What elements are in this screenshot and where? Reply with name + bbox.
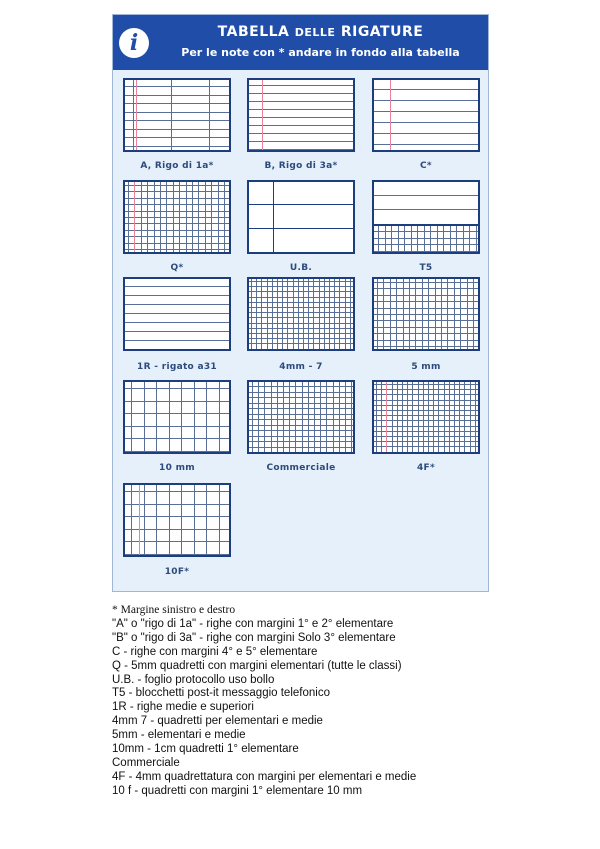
ruling-line	[403, 279, 404, 349]
ruling-line	[339, 382, 340, 452]
ruling-line	[277, 279, 278, 349]
ruling-line	[374, 436, 478, 437]
ruling-line	[302, 382, 303, 452]
sample-t5	[372, 180, 480, 254]
ruling-line	[125, 413, 229, 414]
ruling-line	[194, 485, 195, 555]
sample-5mm	[372, 277, 480, 351]
ruling-line	[469, 226, 470, 252]
ruling-line	[131, 382, 132, 452]
sample-caption: U.B.	[289, 263, 313, 273]
ruling-line	[211, 182, 212, 252]
sample-caption: A, Rigo di 1a*	[140, 161, 214, 171]
note-line: Commerciale	[112, 756, 180, 769]
ruling-line	[125, 388, 229, 389]
sample-rigo-1a	[123, 78, 231, 152]
ruling-line	[206, 485, 207, 555]
ruling-line	[144, 382, 145, 452]
ruling-line	[415, 279, 416, 349]
ruling-line	[160, 182, 161, 252]
ruling-line	[424, 226, 425, 252]
ruling-line	[350, 279, 351, 349]
note-line: "B" o "rigo di 3a" - righe con margini Solo 3° elementare	[112, 631, 396, 644]
ruling-line	[435, 279, 436, 349]
ruling-line	[381, 382, 382, 452]
ruling-line	[454, 382, 455, 452]
ruling-line	[131, 485, 132, 555]
ruling-line	[261, 279, 262, 349]
ruling-line	[249, 328, 353, 329]
ruling-line	[249, 117, 353, 118]
ruling-line	[249, 312, 353, 313]
sample-caption: T5	[419, 263, 433, 273]
ruling-line	[397, 382, 398, 452]
ruling-line	[249, 141, 353, 142]
ruling-line	[125, 129, 229, 130]
ruling-line	[374, 446, 478, 447]
ruling-line	[156, 485, 157, 555]
ruling-line	[125, 438, 229, 439]
title-word-tabella: TABELLA	[217, 24, 290, 40]
ruling-line	[125, 541, 229, 542]
ruling-line	[125, 286, 229, 287]
sample-commerciale	[247, 380, 355, 454]
ruling-line	[125, 103, 229, 104]
ruling-line	[171, 80, 172, 150]
ruling-line	[293, 279, 294, 349]
sample-10mm	[123, 380, 231, 454]
ruling-line	[249, 333, 353, 334]
ruling-line	[422, 279, 423, 349]
ruling-line	[374, 400, 478, 401]
ruling-line	[467, 279, 468, 349]
margin-line	[262, 80, 263, 150]
ruling-line	[374, 426, 478, 427]
ruling-line	[454, 279, 455, 349]
table-title	[161, 24, 480, 40]
ruling-line	[464, 382, 465, 452]
sample-caption: 4F*	[416, 463, 436, 473]
ruling-line	[125, 529, 229, 530]
ruling-line	[463, 226, 464, 252]
ruling-line	[391, 226, 392, 252]
ruling-line	[194, 382, 195, 452]
ruling-line	[125, 451, 229, 452]
ruling-line	[271, 382, 272, 452]
ruling-line	[249, 338, 353, 339]
ruling-line	[267, 279, 268, 349]
ruling-line	[249, 317, 353, 318]
ruling-line	[423, 382, 424, 452]
ruling-line	[417, 226, 418, 252]
ruling-line	[418, 382, 419, 452]
ruling-line	[249, 109, 353, 110]
ruling-line	[475, 382, 476, 452]
ruling-line	[324, 279, 325, 349]
ruling-line	[272, 279, 273, 349]
ruling-line	[287, 279, 288, 349]
sample-4mm-7	[247, 277, 355, 351]
sample-caption: 10 mm	[159, 463, 195, 473]
info-icon: i	[119, 28, 149, 58]
ruling-line	[249, 323, 353, 324]
ruling-line	[456, 226, 457, 252]
ruling-line	[258, 382, 259, 452]
ruling-line	[476, 226, 477, 252]
ruling-line	[459, 382, 460, 452]
ruling-line	[249, 85, 353, 86]
ruling-line	[125, 295, 229, 296]
ruling-line	[314, 382, 315, 452]
ruling-line	[283, 382, 284, 452]
note-line: 4mm 7 - quadretti per elementari e medie	[112, 715, 323, 728]
note-line: T5 - blocchetti post-it messaggio telefonico	[112, 687, 330, 700]
sample-caption: Commerciale	[266, 463, 336, 473]
ruling-line	[219, 382, 220, 452]
note-line: "A" o "rigo di 1a" - righe con margini 1° e 2° elementare	[112, 617, 394, 630]
ruling-line	[412, 382, 413, 452]
ruling-line	[249, 297, 353, 298]
ruling-line	[125, 516, 229, 517]
ruling-line	[428, 382, 429, 452]
ruling-line	[249, 228, 353, 229]
ruling-line	[450, 226, 451, 252]
ruling-line	[249, 281, 353, 282]
ruling-line	[249, 302, 353, 303]
ruling-line	[430, 226, 431, 252]
ruling-line	[218, 182, 219, 252]
ruling-line	[376, 382, 377, 452]
ruling-line	[460, 279, 461, 349]
ruling-line	[298, 279, 299, 349]
ruling-line	[374, 195, 478, 196]
ruling-line	[169, 382, 170, 452]
ruling-line	[251, 279, 252, 349]
ruling-line	[407, 382, 408, 452]
sample-caption: C*	[420, 161, 432, 171]
ruling-line	[249, 349, 353, 350]
ruling-line	[396, 279, 397, 349]
ruling-line	[438, 382, 439, 452]
ruling-line	[447, 279, 448, 349]
ruling-line	[374, 209, 478, 210]
ruling-line	[205, 182, 206, 252]
table-header-banner	[113, 15, 488, 70]
ruling-line	[374, 441, 478, 442]
ruling-line	[345, 382, 346, 452]
ruling-line	[351, 382, 352, 452]
ruling-line	[249, 125, 353, 126]
ruling-line	[377, 279, 378, 349]
title-word-rigature: RIGATURE	[340, 24, 424, 40]
ruling-line	[169, 485, 170, 555]
ruling-line	[249, 343, 353, 344]
note-line: 1R - righe medie e superiori	[112, 701, 254, 714]
note-line: 10 f - quadretti con margini 1° elementare 10 mm	[112, 784, 363, 797]
sample-1r	[123, 277, 231, 351]
ruling-line	[209, 80, 210, 150]
ruling-line	[339, 279, 340, 349]
note-line: U.B. - foglio protocollo uso bollo	[112, 673, 275, 686]
ruling-line	[390, 279, 391, 349]
ruling-line	[374, 394, 478, 395]
ruling-line	[374, 384, 478, 385]
ruling-line	[125, 137, 229, 138]
ruling-line	[125, 112, 229, 113]
notes-legend	[112, 604, 552, 799]
ruling-line	[144, 485, 145, 555]
sample-caption: 1R - rigato a31	[137, 362, 217, 372]
ruling-line	[374, 410, 478, 411]
ruling-line	[277, 382, 278, 452]
ruling-line	[443, 226, 444, 252]
sample-c	[372, 78, 480, 152]
ruling-line	[398, 226, 399, 252]
ruling-line	[308, 279, 309, 349]
sample-caption: B, Rigo di 3a*	[264, 161, 338, 171]
note-line: C - righe con margini 4° e 5° elementare	[112, 645, 318, 658]
ruling-line	[156, 382, 157, 452]
ruling-line	[374, 452, 478, 453]
ruling-line	[249, 204, 353, 205]
sample-10f	[123, 483, 231, 557]
margin-line	[136, 80, 137, 150]
ruling-line	[181, 485, 182, 555]
ruling-line	[125, 426, 229, 427]
ruling-line	[125, 146, 229, 147]
ruling-line	[249, 93, 353, 94]
ruling-line	[125, 331, 229, 332]
sample-ub	[247, 180, 355, 254]
margin-line	[139, 485, 140, 555]
ruling-line	[409, 279, 410, 349]
ruling-line	[198, 182, 199, 252]
ruling-line	[470, 382, 471, 452]
ruling-line	[289, 382, 290, 452]
margin-line	[134, 182, 135, 252]
ruling-line	[374, 405, 478, 406]
ruling-line	[273, 182, 274, 252]
ruling-line	[125, 95, 229, 96]
sample-caption: 10F*	[164, 567, 190, 577]
ruling-table-panel	[112, 14, 489, 592]
ruling-line	[441, 279, 442, 349]
ruling-line	[326, 382, 327, 452]
ruling-line	[128, 182, 129, 252]
ruling-line	[133, 80, 134, 150]
ruling-line	[473, 279, 474, 349]
ruling-line	[308, 382, 309, 452]
note-line: 5mm - elementari e medie	[112, 729, 246, 742]
ruling-line	[374, 389, 478, 390]
ruling-line	[383, 279, 384, 349]
sample-4f	[372, 380, 480, 454]
ruling-line	[319, 279, 320, 349]
note-line: Q - 5mm quadretti con margini elementari (tutte le classi)	[112, 659, 402, 672]
ruling-line	[333, 382, 334, 452]
sample-caption: 4mm - 7	[279, 362, 323, 372]
ruling-line	[392, 382, 393, 452]
ruling-line	[166, 182, 167, 252]
ruling-line	[125, 491, 229, 492]
ruling-line	[125, 304, 229, 305]
ruling-line	[125, 554, 229, 555]
ruling-line	[224, 182, 225, 252]
ruling-line	[219, 485, 220, 555]
ruling-line	[125, 120, 229, 121]
margin-line	[386, 382, 387, 452]
ruling-line	[385, 226, 386, 252]
ruling-line	[125, 340, 229, 341]
ruling-line	[411, 226, 412, 252]
ruling-line	[154, 182, 155, 252]
ruling-line	[378, 226, 379, 252]
ruling-line	[249, 307, 353, 308]
ruling-line	[433, 382, 434, 452]
ruling-line	[249, 286, 353, 287]
ruling-line	[125, 322, 229, 323]
ruling-line	[256, 279, 257, 349]
ruling-line	[249, 101, 353, 102]
ruling-line	[428, 279, 429, 349]
title-word-delle: DELLE	[294, 26, 336, 39]
ruling-line	[449, 382, 450, 452]
ruling-line	[402, 382, 403, 452]
ruling-line	[141, 182, 142, 252]
ruling-line	[186, 182, 187, 252]
ruling-line	[249, 149, 353, 150]
ruling-line	[125, 504, 229, 505]
ruling-line	[252, 382, 253, 452]
ruling-line	[374, 420, 478, 421]
note-line: * Margine sinistro e destro	[112, 604, 236, 616]
table-subtitle: Per le note con * andare in fondo alla tabella	[181, 46, 460, 59]
ruling-line	[329, 279, 330, 349]
ruling-line	[345, 279, 346, 349]
ruling-line	[303, 279, 304, 349]
ruling-line	[147, 182, 148, 252]
ruling-line	[374, 431, 478, 432]
ruling-line	[179, 182, 180, 252]
note-line: 10mm - 1cm quadretti 1° elementare	[112, 743, 299, 756]
ruling-line	[374, 415, 478, 416]
ruling-line	[282, 279, 283, 349]
ruling-line	[295, 382, 296, 452]
ruling-line	[334, 279, 335, 349]
sample-q	[123, 180, 231, 254]
sample-caption: Q*	[170, 263, 184, 273]
ruling-line	[249, 291, 353, 292]
ruling-line	[173, 182, 174, 252]
ruling-line	[181, 382, 182, 452]
margin-line	[390, 80, 391, 150]
ruling-line	[125, 401, 229, 402]
ruling-line	[264, 382, 265, 452]
ruling-line	[320, 382, 321, 452]
ruling-line	[249, 133, 353, 134]
ruling-line	[206, 382, 207, 452]
sample-rigo-3a	[247, 78, 355, 152]
ruling-line	[125, 313, 229, 314]
ruling-line	[192, 182, 193, 252]
ruling-line	[404, 226, 405, 252]
ruling-line	[313, 279, 314, 349]
ruling-line	[437, 226, 438, 252]
ruling-line	[444, 382, 445, 452]
note-line: 4F - 4mm quadrettatura con margini per elementari e medie	[112, 770, 417, 783]
sample-caption: 5 mm	[411, 362, 441, 372]
ruling-line	[125, 86, 229, 87]
